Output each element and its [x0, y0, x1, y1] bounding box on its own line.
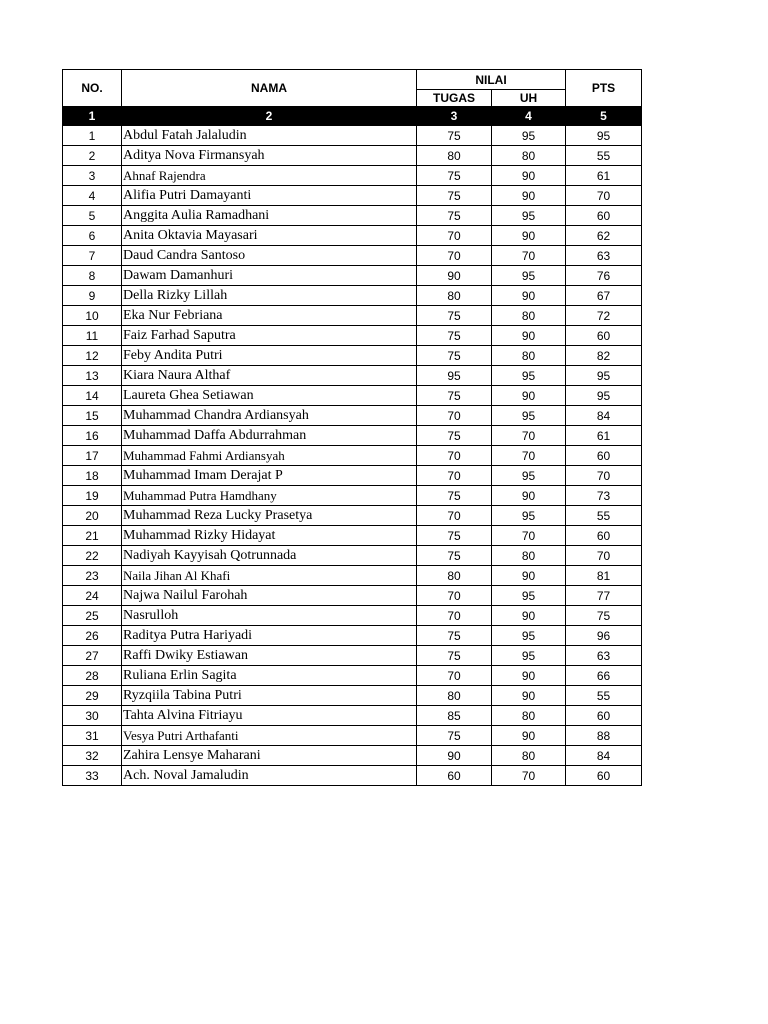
pts-score-cell: 76: [566, 266, 642, 286]
tugas-score-cell: 80: [417, 566, 492, 586]
pts-score-cell: 75: [566, 606, 642, 626]
tugas-score-cell: 70: [417, 586, 492, 606]
tugas-score-cell: 70: [417, 666, 492, 686]
student-name-cell: Muhammad Daffa Abdurrahman: [122, 426, 417, 446]
student-name-cell: Muhammad Chandra Ardiansyah: [122, 406, 417, 426]
tugas-score-cell: 75: [417, 526, 492, 546]
pts-score-cell: 61: [566, 426, 642, 446]
uh-score-cell: 80: [492, 146, 566, 166]
tugas-score-cell: 60: [417, 766, 492, 786]
tugas-score-cell: 75: [417, 166, 492, 186]
row-number-cell: 24: [63, 586, 122, 606]
student-name-cell: Zahira Lensye Maharani: [122, 746, 417, 766]
pts-score-cell: 95: [566, 386, 642, 406]
student-name-cell: Ach. Noval Jamaludin: [122, 766, 417, 786]
student-name-cell: Raffi Dwiky Estiawan: [122, 646, 417, 666]
row-number-cell: 6: [63, 226, 122, 246]
row-number-cell: 29: [63, 686, 122, 706]
row-number-cell: 26: [63, 626, 122, 646]
pts-score-cell: 84: [566, 746, 642, 766]
column-number-row: [63, 107, 642, 126]
table-row: [63, 446, 642, 466]
table-row: [63, 226, 642, 246]
tugas-score-cell: 75: [417, 626, 492, 646]
row-number-cell: 5: [63, 206, 122, 226]
row-number-cell: 7: [63, 246, 122, 266]
row-number-cell: 13: [63, 366, 122, 386]
table-row: [63, 406, 642, 426]
uh-score-cell: 95: [492, 266, 566, 286]
table-row: [63, 266, 642, 286]
grades-table-body: [63, 126, 642, 786]
tugas-score-cell: 75: [417, 726, 492, 746]
pts-score-cell: 73: [566, 486, 642, 506]
row-number-cell: 27: [63, 646, 122, 666]
pts-score-cell: 70: [566, 546, 642, 566]
table-row: [63, 146, 642, 166]
uh-score-cell: 90: [492, 606, 566, 626]
uh-score-cell: 90: [492, 386, 566, 406]
student-name-cell: Eka Nur Febriana: [122, 306, 417, 326]
tugas-score-cell: 70: [417, 226, 492, 246]
header-pts: PTS: [566, 70, 642, 107]
table-row: [63, 626, 642, 646]
pts-score-cell: 60: [566, 326, 642, 346]
student-name-cell: Muhammad Rizky Hidayat: [122, 526, 417, 546]
student-name-cell: Nasrulloh: [122, 606, 417, 626]
table-row: [63, 586, 642, 606]
row-number-cell: 15: [63, 406, 122, 426]
tugas-score-cell: 85: [417, 706, 492, 726]
table-row: [63, 566, 642, 586]
student-name-cell: Muhammad Reza Lucky Prasetya: [122, 506, 417, 526]
row-number-cell: 9: [63, 286, 122, 306]
tugas-score-cell: 75: [417, 646, 492, 666]
student-name-cell: Ahnaf Rajendra: [122, 166, 417, 186]
tugas-score-cell: 75: [417, 426, 492, 446]
table-row: [63, 366, 642, 386]
student-name-cell: Laureta Ghea Setiawan: [122, 386, 417, 406]
table-row: [63, 646, 642, 666]
student-name-cell: Muhammad Fahmi Ardiansyah: [122, 446, 417, 466]
table-row: [63, 606, 642, 626]
table-row: [63, 246, 642, 266]
pts-score-cell: 95: [566, 366, 642, 386]
row-number-cell: 16: [63, 426, 122, 446]
table-row: [63, 746, 642, 766]
pts-score-cell: 55: [566, 506, 642, 526]
table-row: [63, 286, 642, 306]
uh-score-cell: 90: [492, 186, 566, 206]
row-number-cell: 21: [63, 526, 122, 546]
table-row: [63, 526, 642, 546]
table-row: [63, 306, 642, 326]
table-row: [63, 386, 642, 406]
table-row: [63, 186, 642, 206]
table-row: [63, 466, 642, 486]
table-row: [63, 546, 642, 566]
pts-score-cell: 70: [566, 186, 642, 206]
pts-score-cell: 96: [566, 626, 642, 646]
student-name-cell: Ruliana Erlin Sagita: [122, 666, 417, 686]
row-number-cell: 11: [63, 326, 122, 346]
tugas-score-cell: 70: [417, 406, 492, 426]
tugas-score-cell: 75: [417, 186, 492, 206]
tugas-score-cell: 70: [417, 466, 492, 486]
pts-score-cell: 84: [566, 406, 642, 426]
uh-score-cell: 95: [492, 206, 566, 226]
tugas-score-cell: 75: [417, 546, 492, 566]
student-name-cell: Anita Oktavia Mayasari: [122, 226, 417, 246]
table-row: [63, 166, 642, 186]
table-row: [63, 706, 642, 726]
uh-score-cell: 90: [492, 686, 566, 706]
student-name-cell: Naila Jihan Al Khafi: [122, 566, 417, 586]
row-number-cell: 32: [63, 746, 122, 766]
pts-score-cell: 60: [566, 206, 642, 226]
row-number-cell: 1: [63, 126, 122, 146]
tugas-score-cell: 75: [417, 306, 492, 326]
header-no: NO.: [63, 70, 122, 107]
tugas-score-cell: 70: [417, 606, 492, 626]
row-number-cell: 4: [63, 186, 122, 206]
table-row: [63, 426, 642, 446]
grades-table: [62, 69, 642, 786]
student-name-cell: Dawam Damanhuri: [122, 266, 417, 286]
pts-score-cell: 60: [566, 526, 642, 546]
tugas-score-cell: 75: [417, 326, 492, 346]
pts-score-cell: 60: [566, 706, 642, 726]
row-number-cell: 19: [63, 486, 122, 506]
uh-score-cell: 80: [492, 746, 566, 766]
table-row: [63, 666, 642, 686]
row-number-cell: 18: [63, 466, 122, 486]
pts-score-cell: 72: [566, 306, 642, 326]
header-uh: UH: [492, 90, 566, 107]
pts-score-cell: 55: [566, 146, 642, 166]
uh-score-cell: 80: [492, 546, 566, 566]
uh-score-cell: 95: [492, 466, 566, 486]
uh-score-cell: 95: [492, 626, 566, 646]
tugas-score-cell: 75: [417, 346, 492, 366]
uh-score-cell: 95: [492, 646, 566, 666]
pts-score-cell: 55: [566, 686, 642, 706]
uh-score-cell: 80: [492, 306, 566, 326]
row-number-cell: 10: [63, 306, 122, 326]
student-name-cell: Muhammad Putra Hamdhany: [122, 486, 417, 506]
table-row: [63, 126, 642, 146]
column-number: 4: [492, 107, 566, 126]
row-number-cell: 23: [63, 566, 122, 586]
uh-score-cell: 80: [492, 346, 566, 366]
uh-score-cell: 95: [492, 506, 566, 526]
row-number-cell: 12: [63, 346, 122, 366]
pts-score-cell: 61: [566, 166, 642, 186]
row-number-cell: 2: [63, 146, 122, 166]
tugas-score-cell: 80: [417, 686, 492, 706]
student-name-cell: Daud Candra Santoso: [122, 246, 417, 266]
row-number-cell: 3: [63, 166, 122, 186]
student-name-cell: Nadiyah Kayyisah Qotrunnada: [122, 546, 417, 566]
pts-score-cell: 70: [566, 466, 642, 486]
tugas-score-cell: 90: [417, 746, 492, 766]
table-row: [63, 766, 642, 786]
uh-score-cell: 70: [492, 446, 566, 466]
student-name-cell: Della Rizky Lillah: [122, 286, 417, 306]
table-row: [63, 726, 642, 746]
uh-score-cell: 70: [492, 246, 566, 266]
uh-score-cell: 90: [492, 226, 566, 246]
tugas-score-cell: 70: [417, 446, 492, 466]
column-number: 5: [566, 107, 642, 126]
uh-score-cell: 95: [492, 366, 566, 386]
uh-score-cell: 80: [492, 706, 566, 726]
student-name-cell: Aditya Nova Firmansyah: [122, 146, 417, 166]
student-name-cell: Muhammad Imam Derajat P: [122, 466, 417, 486]
pts-score-cell: 66: [566, 666, 642, 686]
table-row: [63, 486, 642, 506]
uh-score-cell: 90: [492, 666, 566, 686]
column-number: 3: [417, 107, 492, 126]
uh-score-cell: 95: [492, 126, 566, 146]
pts-score-cell: 95: [566, 126, 642, 146]
tugas-score-cell: 75: [417, 206, 492, 226]
header-tugas: TUGAS: [417, 90, 492, 107]
student-name-cell: Alifia Putri Damayanti: [122, 186, 417, 206]
uh-score-cell: 70: [492, 766, 566, 786]
uh-score-cell: 90: [492, 166, 566, 186]
student-name-cell: Najwa Nailul Farohah: [122, 586, 417, 606]
tugas-score-cell: 95: [417, 366, 492, 386]
uh-score-cell: 95: [492, 586, 566, 606]
row-number-cell: 28: [63, 666, 122, 686]
uh-score-cell: 90: [492, 726, 566, 746]
pts-score-cell: 81: [566, 566, 642, 586]
row-number-cell: 25: [63, 606, 122, 626]
pts-score-cell: 63: [566, 246, 642, 266]
column-number: 1: [63, 107, 122, 126]
header-nilai: NILAI: [417, 70, 566, 90]
pts-score-cell: 82: [566, 346, 642, 366]
pts-score-cell: 77: [566, 586, 642, 606]
uh-score-cell: 70: [492, 426, 566, 446]
column-number: 2: [122, 107, 417, 126]
student-name-cell: Ryzqiila Tabina Putri: [122, 686, 417, 706]
student-name-cell: Anggita Aulia Ramadhani: [122, 206, 417, 226]
tugas-score-cell: 90: [417, 266, 492, 286]
tugas-score-cell: 80: [417, 146, 492, 166]
student-name-cell: Kiara Naura Althaf: [122, 366, 417, 386]
tugas-score-cell: 75: [417, 486, 492, 506]
tugas-score-cell: 75: [417, 126, 492, 146]
pts-score-cell: 67: [566, 286, 642, 306]
table-row: [63, 506, 642, 526]
row-number-cell: 30: [63, 706, 122, 726]
student-name-cell: Tahta Alvina Fitriayu: [122, 706, 417, 726]
row-number-cell: 17: [63, 446, 122, 466]
pts-score-cell: 63: [566, 646, 642, 666]
tugas-score-cell: 80: [417, 286, 492, 306]
student-name-cell: Raditya Putra Hariyadi: [122, 626, 417, 646]
uh-score-cell: 90: [492, 326, 566, 346]
uh-score-cell: 90: [492, 566, 566, 586]
header-nama: NAMA: [122, 70, 417, 107]
row-number-cell: 22: [63, 546, 122, 566]
row-number-cell: 33: [63, 766, 122, 786]
student-name-cell: Faiz Farhad Saputra: [122, 326, 417, 346]
student-name-cell: Feby Andita Putri: [122, 346, 417, 366]
student-name-cell: Vesya Putri Arthafanti: [122, 726, 417, 746]
table-row: [63, 346, 642, 366]
uh-score-cell: 90: [492, 486, 566, 506]
pts-score-cell: 88: [566, 726, 642, 746]
uh-score-cell: 95: [492, 406, 566, 426]
student-name-cell: Abdul Fatah Jalaludin: [122, 126, 417, 146]
row-number-cell: 20: [63, 506, 122, 526]
tugas-score-cell: 70: [417, 506, 492, 526]
table-row: [63, 326, 642, 346]
pts-score-cell: 60: [566, 446, 642, 466]
table-row: [63, 686, 642, 706]
row-number-cell: 31: [63, 726, 122, 746]
row-number-cell: 8: [63, 266, 122, 286]
tugas-score-cell: 70: [417, 246, 492, 266]
pts-score-cell: 60: [566, 766, 642, 786]
uh-score-cell: 70: [492, 526, 566, 546]
tugas-score-cell: 75: [417, 386, 492, 406]
uh-score-cell: 90: [492, 286, 566, 306]
pts-score-cell: 62: [566, 226, 642, 246]
table-row: [63, 206, 642, 226]
row-number-cell: 14: [63, 386, 122, 406]
